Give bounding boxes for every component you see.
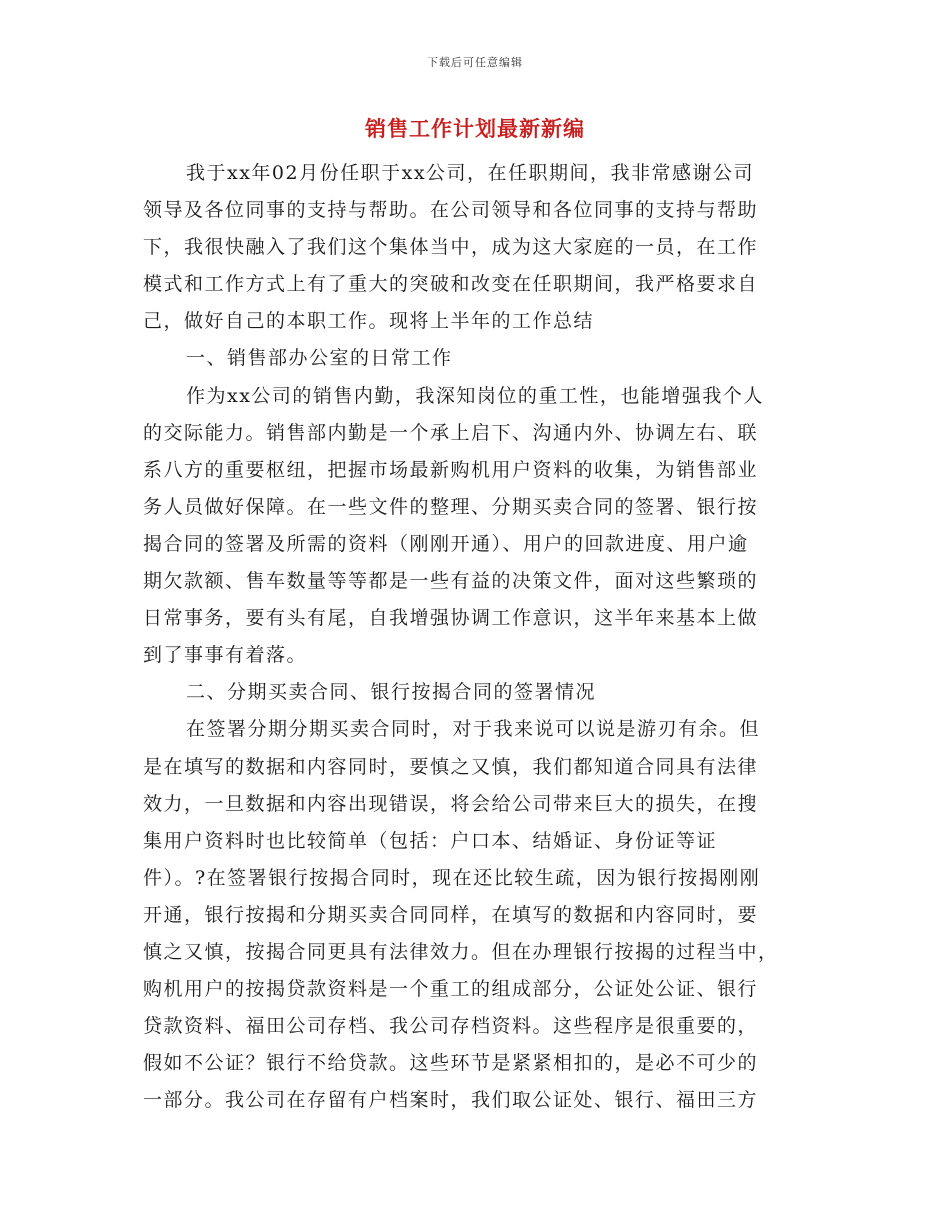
text-line: 作为xx公司的销售内勤，我深知岗位的重工性，也能增强我个人: [186, 384, 764, 407]
text-line: 期欠款额、售车数量等等都是一些有益的决策文件，面对这些繁琐的: [143, 570, 759, 593]
text-line: 件）。?在签署银行按揭合同时，现在还比较生疏，因为银行按揭刚刚: [143, 866, 761, 889]
text-line: 一部分。我公司在存留有户档案时，我们取公证处、银行、福田三方: [143, 1089, 759, 1112]
text-line: 开通，银行按揭和分期买卖合同同样，在填写的数据和内容同时，要: [143, 903, 759, 926]
text-line: 的交际能力。销售部内勤是一个承上启下、沟通内外、协调左右、联: [143, 421, 759, 444]
text-line: 慎之又慎，按揭合同更具有法律效力。但在办理银行按揭的过程当中，: [143, 940, 779, 963]
text-line: 己，做好自己的本职工作。现将上半年的工作总结: [143, 310, 595, 333]
text-line: 二、分期买卖合同、银行按揭合同的签署情况: [186, 681, 597, 704]
text-line: 到了事事有着落。: [143, 644, 308, 667]
text-line: 务人员做好保障。在一些文件的整理、分期买卖合同的签署、银行按: [143, 495, 759, 518]
text-line: 贷款资料、福田公司存档、我公司存档资料。这些程序是很重要的，: [143, 1015, 759, 1038]
document-body: [143, 155, 807, 1119]
text-line: 下，我很快融入了我们这个集体当中，成为这大家庭的一员，在工作: [143, 236, 759, 259]
document-title: 销售工作计划最新新编: [365, 117, 585, 141]
page-header-note: 下载后可任意编辑: [427, 56, 523, 69]
text-line: 模式和工作方式上有了重大的突破和改变在任职期间，我严格要求自: [143, 273, 759, 296]
text-line: 我于xx年02月份任职于xx公司，在任职期间，我非常感谢公司: [186, 162, 755, 184]
text-line: 在签署分期分期买卖合同时，对于我来说可以说是游刃有余。但: [186, 718, 761, 741]
text-line: 效力，一旦数据和内容出现错误，将会给公司带来巨大的损失，在搜: [143, 792, 759, 815]
text-line: 系八方的重要枢纽，把握市场最新购机用户资料的收集，为销售部业: [143, 458, 759, 481]
text-line: 日常事务，要有头有尾，自我增强协调工作意识，这半年来基本上做: [143, 607, 759, 630]
text-line: 揭合同的签署及所需的资料（刚刚开通）、用户的回款进度、用户逾: [143, 532, 749, 555]
text-line: 假如不公证？银行不给贷款。这些环节是紧紧相扣的，是必不可少的: [143, 1052, 759, 1075]
text-line: 集用户资料时也比较简单（包括：户口本、结婚证、身份证等证: [143, 829, 718, 852]
text-line: 购机用户的按揭贷款资料是一个重工的组成部分，公证处公证、银行: [143, 978, 759, 1001]
text-line: 是在填写的数据和内容同时，要慎之又慎，我们都知道合同具有法律: [143, 755, 759, 778]
text-line: 一、销售部办公室的日常工作: [186, 347, 453, 370]
text-line: 领导及各位同事的支持与帮助。在公司领导和各位同事的支持与帮助: [143, 199, 759, 222]
